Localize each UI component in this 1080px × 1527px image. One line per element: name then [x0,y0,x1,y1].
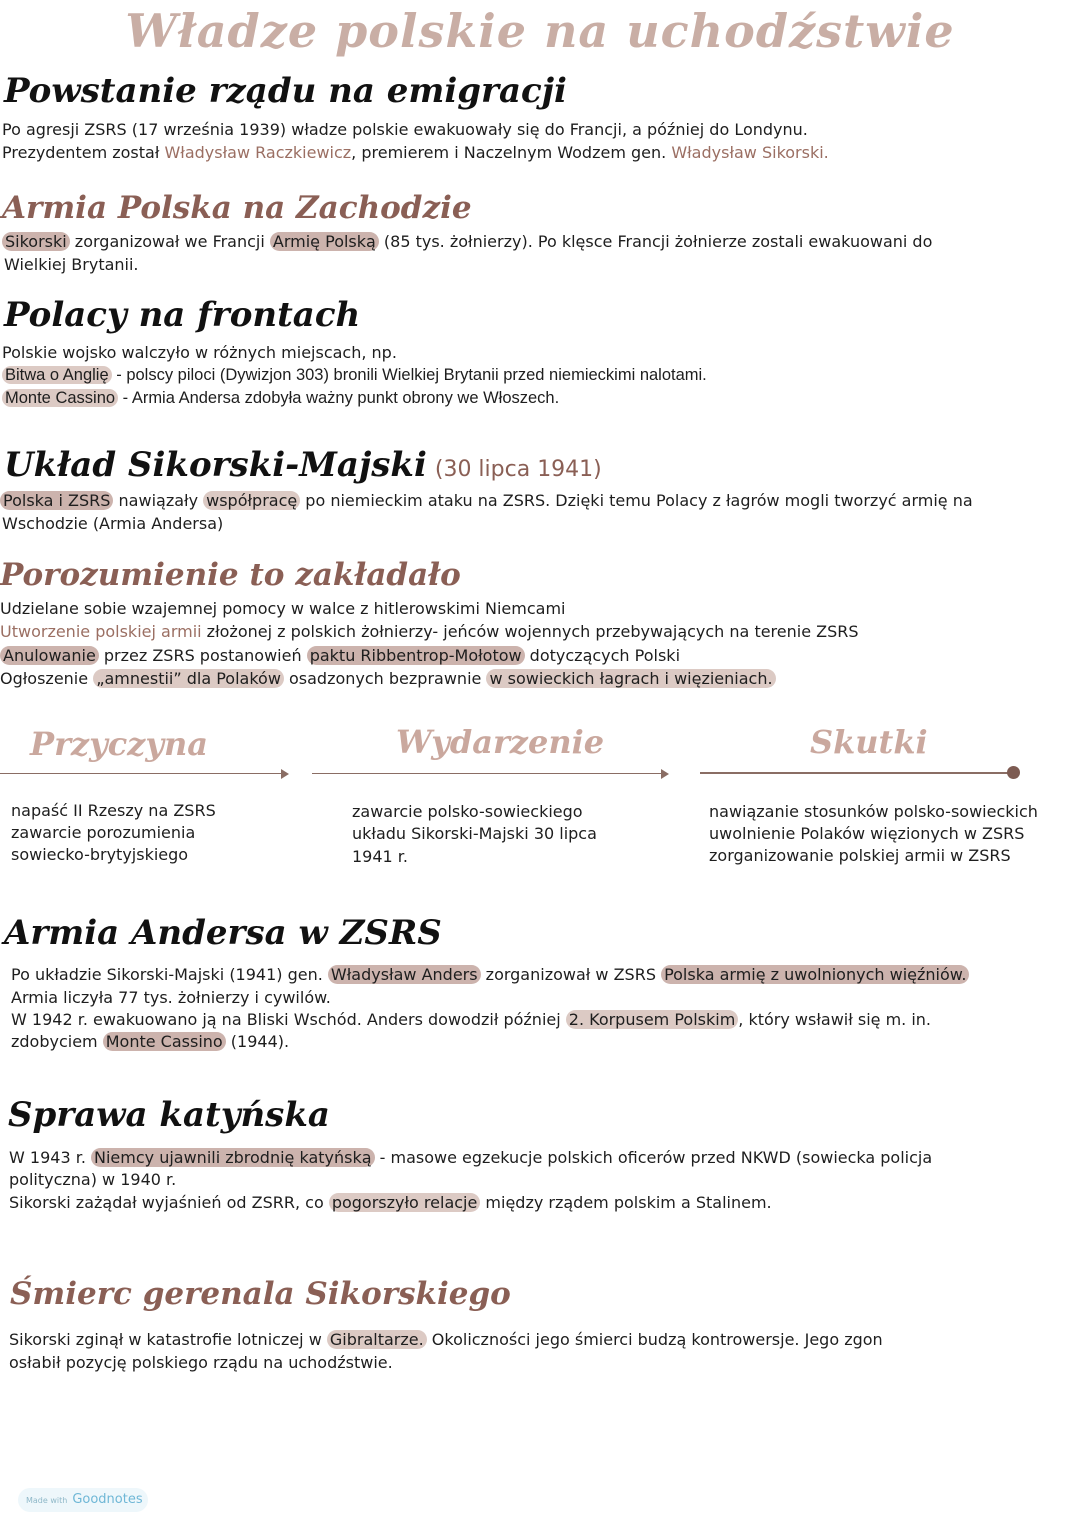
goodnotes-badge: Made with Goodnotes [18,1488,148,1512]
s5-line-2: Utworzenie polskiej armii złożonej z polskich żołnierzy- jeńców wojennych przebywających na terenie ZSRS [0,622,859,641]
timeline-arrow-1 [281,769,289,779]
event-line-2: układu Sikorski-Majski 30 lipca [352,824,597,843]
highlight-battle-of-britain: Bitwa o Anglię [2,366,112,384]
s6-line-4: zdobyciem Monte Cassino (1944). [11,1032,290,1051]
s3-line-1: Polskie wojsko walczyło w różnych miejscach, np. [2,343,397,362]
cause-line-3: sowiecko-brytyjskiego [11,845,189,864]
heading-poles-on-fronts: Polacy na frontach [4,295,361,335]
timeline-line-1 [0,773,282,774]
timeline-line-2 [312,773,662,774]
s2-line-2: Wielkiej Brytanii. [4,255,139,274]
highlight-anders: Władysław Anders [328,965,481,984]
timeline-line-3 [700,772,1010,774]
s2-line-1: Sikorski zorganizował we Francji Armię Polską (85 tys. żołnierzy). Po klęsce Francji żołnierze zostali ewakuowani do [2,230,932,253]
effect-line-3: zorganizowanie polskiej armii w ZSRS [709,846,1011,865]
timeline-effects-heading: Skutki [810,723,928,761]
highlight-cooperation: współpracę [203,491,300,510]
agreement-date: (30 lipca 1941) [434,457,602,482]
event-line-3: 1941 r. [352,847,408,866]
highlight-annulment: Anulowanie [0,646,99,665]
highlight-monte-cassino: Monte Cassino [2,389,118,407]
s8-line-1: Sikorski zginął w katastrofie lotniczej w Gibraltarze. Okoliczności jego śmierci budzą kontrowersje. Jego zgon [9,1330,883,1349]
s5-line-1: Udzielane sobie wzajemnej pomocy w walce z hitlerowskimi Niemcami [0,599,566,618]
heading-sikorski-death: Śmierc gerenala Sikorskiego [10,1276,511,1312]
s6-line-1: Po układzie Sikorski-Majski (1941) gen. Władysław Anders zorganizował w ZSRS Polska armię z uwolnionych więźniów. [11,963,969,986]
effect-line-2: uwolnienie Polaków więzionych w ZSRS [709,824,1025,843]
highlight-katyn-revealed: Niemcy ujawnili zbrodnię katyńską [91,1148,375,1167]
cause-line-1: napaść II Rzeszy na ZSRS [11,801,216,820]
timeline-event-heading: Wydarzenie [396,723,605,761]
highlight-amnesty: „amnestii” dla Polaków [93,669,284,688]
timeline-end-dot [1007,766,1020,779]
s7-line-2: polityczna) w 1940 r. [9,1170,177,1189]
event-line-1: zawarcie polsko-sowieckiego [352,802,583,821]
heading-anders-army: Armia Andersa w ZSRS [4,913,442,953]
s1-line-2: Prezydentem został Władysław Raczkiewicz, premierem i Naczelnym Wodzem gen. Władysław Sikorski. [2,143,829,162]
highlight-gibraltar: Gibraltarze. [327,1330,427,1349]
heading-polish-army-west: Armia Polska na Zachodzie [2,190,472,226]
s3-line-3: Monte Cassino - Armia Andersa zdobyła ważny punkt obrony we Włoszech. [2,387,559,410]
highlight-ribbentrop-molotov: paktu Ribbentrop-Mołotow [307,646,525,665]
highlight-polish-army: Armię Polską [270,232,379,251]
s8-line-2: osłabił pozycję polskiego rządu na uchodźstwie. [9,1353,393,1372]
highlight-worsened-relations: pogorszyło relacje [329,1193,481,1212]
s7-line-1: W 1943 r. Niemcy ujawnili zbrodnię katyńską - masowe egzekucje polskich oficerów przed NKWD (sowiecka policja [9,1148,933,1167]
effect-line-1: nawiązanie stosunków polsko-sowieckich [709,802,1038,821]
s5-line-3: Anulowanie przez ZSRS postanowień paktu Ribbentrop-Mołotow dotyczących Polski [0,644,680,667]
highlight-gulags: w sowieckich łagrach i więzieniach. [486,669,775,688]
heading-government-in-exile: Powstanie rządu na emigracji [4,71,567,111]
highlight-poland-ussr: Polska i ZSRS [0,491,113,510]
page-title: Władze polskie na uchodźstwie [125,4,955,58]
name-sikorski: Władysław Sikorski. [671,143,829,162]
s7-line-3: Sikorski zażądał wyjaśnień od ZSRR, co pogorszyło relacje między rządem polskim a Stalinem. [9,1193,772,1212]
cause-line-2: zawarcie porozumienia [11,823,196,842]
polish-army-creation: Utworzenie polskiej armii [0,622,202,641]
heading-katyn-affair: Sprawa katyńska [8,1095,330,1135]
heading-agreement-provisions: Porozumienie to zakładało [0,557,461,593]
s4-line-2: Wschodzie (Armia Andersa) [2,514,224,533]
highlight-sikorski: Sikorski [2,232,70,251]
timeline-arrow-2 [661,769,669,779]
highlight-army-from-prisoners: Polska armię z uwolnionych więźniów. [661,965,969,984]
heading-sikorski-majski: Układ Sikorski-Majski (30 lipca 1941) [4,445,602,485]
timeline-cause-heading: Przyczyna [30,725,208,763]
s6-line-3: W 1942 r. ewakuowano ją na Bliski Wschód. Anders dowodził później 2. Korpusem Polskim , który wsławił się m. in. [11,1010,931,1029]
name-raczkiewicz: Władysław Raczkiewicz [164,143,352,162]
s3-line-2: Bitwa o Anglię - polscy piloci (Dywizjon 303) bronili Wielkiej Brytanii przed niemieckimi nalotami. [2,364,707,387]
s5-line-4: Ogłoszenie „amnestii” dla Polaków osadzonych bezprawnie w sowieckich łagrach i więzieniach. [0,667,776,690]
highlight-2nd-corps: 2. Korpusem Polskim [566,1010,739,1029]
s1-line-1: Po agresji ZSRS (17 września 1939) władze polskie ewakuowały się do Francji, a później do Londynu. [2,120,808,139]
s4-line-1: Polska i ZSRS nawiązały współpracę po niemieckim ataku na ZSRS. Dzięki temu Polacy z łagrów mogli tworzyć armię na [0,489,973,512]
s6-line-2: Armia liczyła 77 tys. żołnierzy i cywilów. [11,988,331,1007]
highlight-monte-cassino-2: Monte Cassino [103,1032,226,1051]
